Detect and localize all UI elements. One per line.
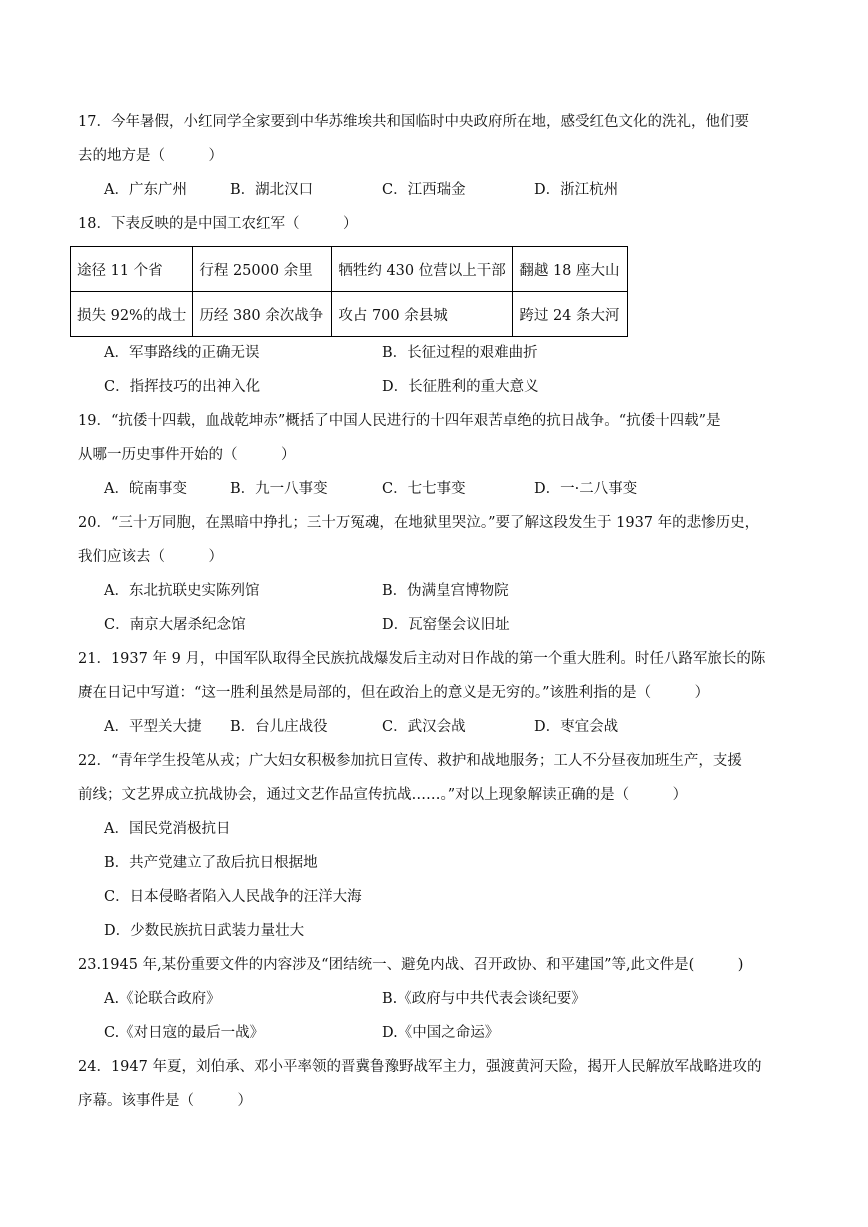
q23-option-a[interactable]: A.《论联合政府》 — [104, 991, 221, 1007]
q19-option-c[interactable]: C．七七事变 — [382, 481, 466, 497]
q24-stem-line1: 24．1947 年夏，刘伯承、邓小平率领的晋冀鲁豫野战军主力，强渡黄河天险，揭开人民解放军战略进攻的 — [78, 1059, 762, 1075]
q20-option-b[interactable]: B．伪满皇宫博物院 — [382, 583, 509, 599]
q18-option-d[interactable]: D．长征胜利的重大意义 — [382, 379, 539, 395]
q21-option-a[interactable]: A．平型关大捷 — [104, 719, 202, 735]
q19-option-d[interactable]: D．一·二八事变 — [534, 481, 638, 497]
q23-option-c[interactable]: C.《对日寇的最后一战》 — [104, 1025, 265, 1041]
q18-option-b[interactable]: B．长征过程的艰难曲折 — [382, 345, 538, 361]
q20-option-c[interactable]: C．南京大屠杀纪念馆 — [104, 617, 246, 633]
q19-stem-line2: 从哪一历史事件开始的（ ） — [78, 447, 296, 463]
q19-option-b[interactable]: B．九一八事变 — [230, 481, 328, 497]
table-cell: 跨过 24 条大河 — [513, 292, 628, 337]
q19-stem-line1: 19．“抗倭十四载，血战乾坤赤”概括了中国人民进行的十四年艰苦卓绝的抗日战争。“抗倭十四载”是 — [78, 413, 721, 429]
q23-stem-line1: 23.1945 年,某份重要文件的内容涉及“团结统一、避免内战、召开政协、和平建国”等,此文件是( ) — [78, 957, 744, 973]
q22-stem-line1: 22．“青年学生投笔从戎；广大妇女积极参加抗日宣传、救护和战地服务；工人不分昼夜加班生产，支援 — [78, 753, 742, 769]
q19-option-a[interactable]: A．皖南事变 — [104, 481, 187, 497]
q22-option-c[interactable]: C．日本侵略者陷入人民战争的汪洋大海 — [104, 889, 362, 905]
q22-stem-line2: 前线；文艺界成立抗战协会，通过文艺作品宣传抗战……。”对以上现象解读正确的是（ ） — [78, 787, 688, 803]
q17-stem-line2: 去的地方是（ ） — [78, 148, 223, 164]
q22-option-d[interactable]: D．少数民族抗日武装力量壮大 — [104, 923, 305, 939]
q21-option-c[interactable]: C．武汉会战 — [382, 719, 466, 735]
q21-stem-line2: 赓在日记中写道：“这一胜利虽然是局部的，但在政治上的意义是无穷的。”该胜利指的是（ ） — [78, 685, 710, 701]
q20-option-d[interactable]: D．瓦窑堡会议旧址 — [382, 617, 510, 633]
q20-stem-line2: 我们应该去（ ） — [78, 549, 223, 565]
q20-stem-line1: 20．“三十万同胞，在黑暗中挣扎；三十万冤魂，在地狱里哭泣。”要了解这段发生于 1937 年的悲惨历史， — [78, 515, 760, 531]
table-cell: 行程 25000 余里 — [193, 247, 332, 292]
q21-option-d[interactable]: D．枣宜会战 — [534, 719, 619, 735]
q18-stem-line1: 18．下表反映的是中国工农红军（ ） — [78, 216, 358, 232]
table-cell: 翻越 18 座大山 — [513, 247, 628, 292]
table-cell: 牺牲约 430 位营以上干部 — [332, 247, 513, 292]
long-march-table — [70, 246, 628, 337]
q23-option-b[interactable]: B.《政府与中共代表会谈纪要》 — [382, 991, 586, 1007]
q23-option-d[interactable]: D.《中国之命运》 — [382, 1025, 500, 1041]
q17-option-b[interactable]: B．湖北汉口 — [230, 182, 314, 198]
q18-option-a[interactable]: A．军事路线的正确无误 — [104, 345, 260, 361]
q20-option-a[interactable]: A．东北抗联史实陈列馆 — [104, 583, 260, 599]
table-cell: 损失 92%的战士 — [71, 292, 193, 337]
q17-option-d[interactable]: D．浙江杭州 — [534, 182, 619, 198]
q24-stem-line2: 序幕。该事件是（ ） — [78, 1093, 252, 1109]
q18-option-c[interactable]: C．指挥技巧的出神入化 — [104, 379, 261, 395]
table-cell: 途径 11 个省 — [71, 247, 193, 292]
q17-option-c[interactable]: C．江西瑞金 — [382, 182, 466, 198]
q21-option-b[interactable]: B．台儿庄战役 — [230, 719, 328, 735]
table-cell: 历经 380 余次战争 — [193, 292, 332, 337]
table-row — [71, 292, 628, 337]
q21-stem-line1: 21．1937 年 9 月，中国军队取得全民族抗战爆发后主动对日作战的第一个重大胜利。时任八路军旅长的陈 — [78, 651, 766, 667]
q22-option-a[interactable]: A．国民党消极抗日 — [104, 821, 231, 837]
q17-option-a[interactable]: A．广东广州 — [104, 182, 187, 198]
table-cell: 攻占 700 余县城 — [332, 292, 513, 337]
table-row — [71, 247, 628, 292]
q17-stem-line1: 17．今年暑假，小红同学全家要到中华苏维埃共和国临时中央政府所在地，感受红色文化的洗礼，他们要 — [78, 114, 749, 130]
q22-option-b[interactable]: B．共产党建立了敌后抗日根据地 — [104, 855, 318, 871]
